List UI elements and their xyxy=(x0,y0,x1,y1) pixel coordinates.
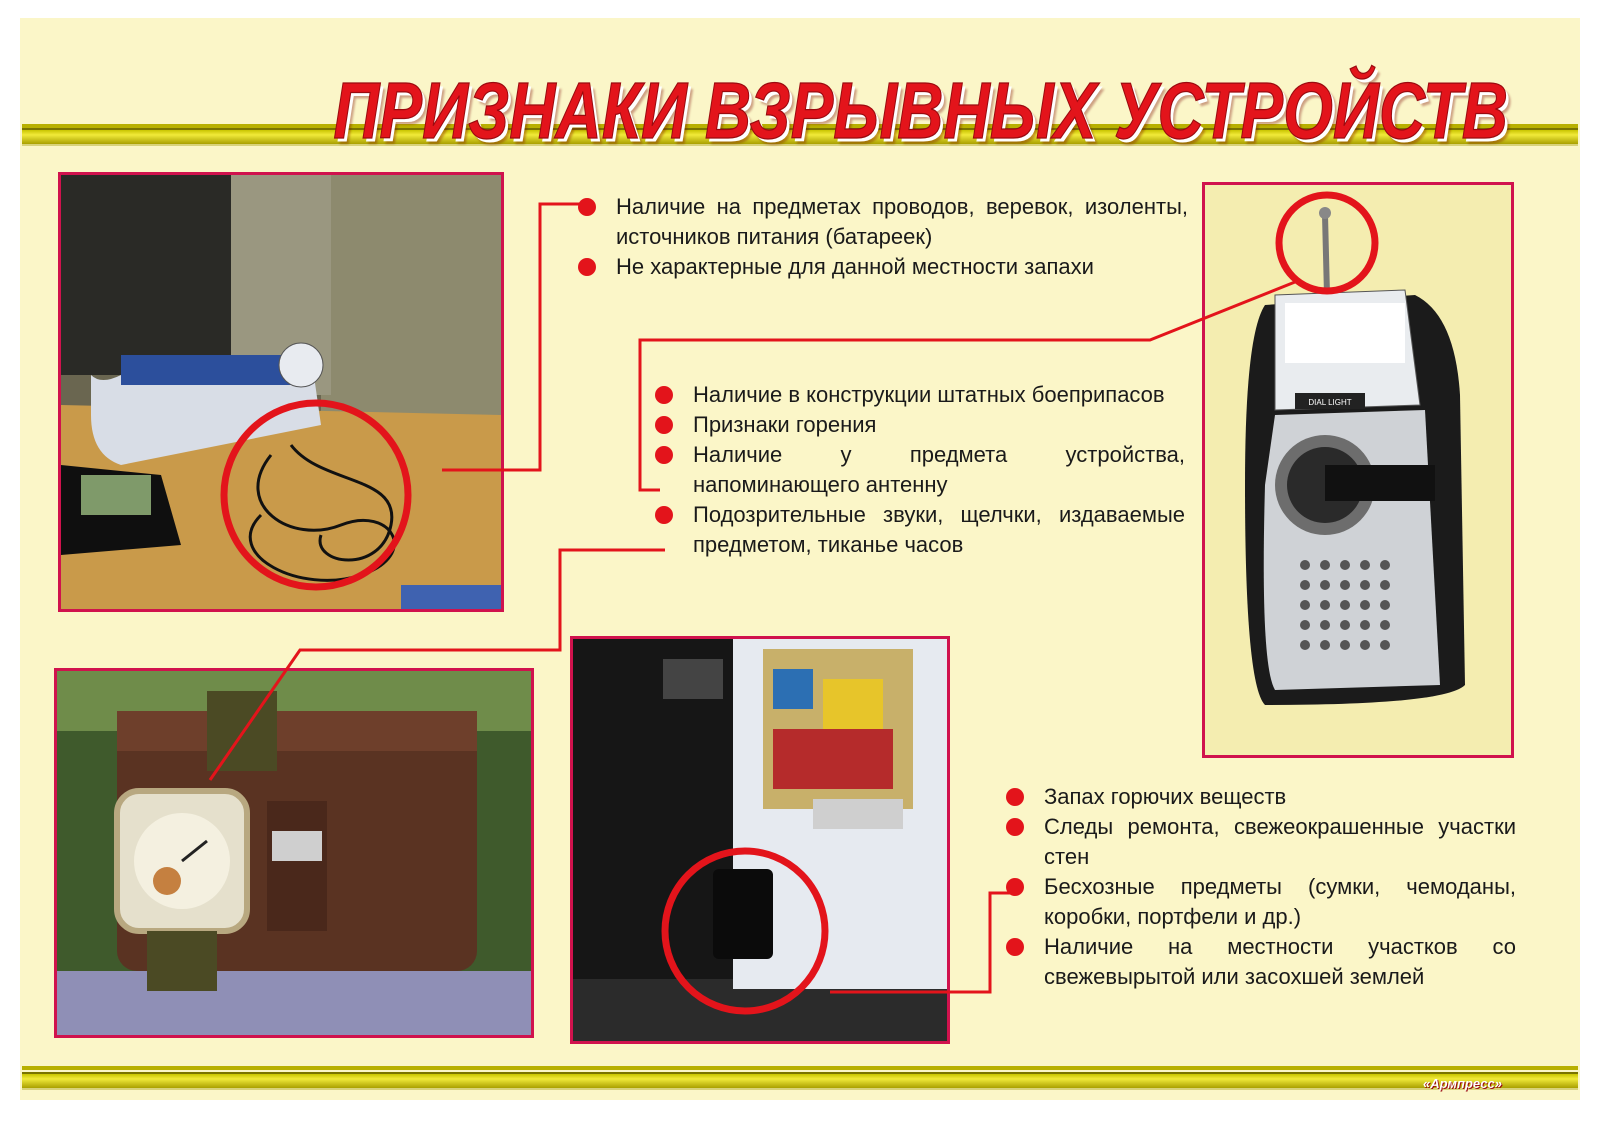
photo-shop xyxy=(570,636,950,1044)
bottom-band-line xyxy=(22,1066,1578,1070)
list-item: Бесхозные предметы (сумки, чемоданы, коробки, портфели и др.) xyxy=(1006,872,1516,932)
bullets-group-1 xyxy=(578,192,1188,282)
list-item: Запах горючих веществ xyxy=(1006,782,1516,812)
list-item: Наличие на предметах проводов, веревок, изоленты, источников питания (батареек) xyxy=(578,192,1188,252)
photo-briefcase xyxy=(54,668,534,1038)
poster-title: ПРИЗНАКИ ВЗРЫВНЫХ УСТРОЙСТВ xyxy=(333,65,1508,156)
bullet-icon xyxy=(578,198,596,216)
bullet-icon xyxy=(655,506,673,524)
bullet-icon xyxy=(1006,938,1024,956)
list-item: Не характерные для данной местности запахи xyxy=(578,252,1188,282)
publisher-credit: «Армпресс» xyxy=(1423,1076,1502,1091)
list-item: Следы ремонта, свежеокрашенные участки стен xyxy=(1006,812,1516,872)
list-item: Наличие на местности участков со свежевырытой или засохшей землей xyxy=(1006,932,1516,992)
photo-radio xyxy=(1202,182,1514,758)
bottom-band xyxy=(22,1072,1578,1090)
bullet-icon xyxy=(1006,818,1024,836)
list-item: Наличие у предмета устройства, напоминающего антенну xyxy=(655,440,1185,500)
list-item: Признаки горения xyxy=(655,410,1185,440)
bullet-icon xyxy=(1006,878,1024,896)
bullet-icon xyxy=(655,416,673,434)
list-item: Подозрительные звуки, щелчки, издаваемые предметом, тиканье часов xyxy=(655,500,1185,560)
bullet-icon xyxy=(1006,788,1024,806)
bullets-group-2 xyxy=(655,380,1185,560)
radio-label: DIAL LIGHT xyxy=(1308,398,1352,407)
bullet-icon xyxy=(655,446,673,464)
photo-wires xyxy=(58,172,504,612)
bullet-icon xyxy=(655,386,673,404)
bullets-group-3 xyxy=(1006,782,1516,992)
list-item: Наличие в конструкции штатных боеприпасов xyxy=(655,380,1185,410)
bullet-icon xyxy=(578,258,596,276)
